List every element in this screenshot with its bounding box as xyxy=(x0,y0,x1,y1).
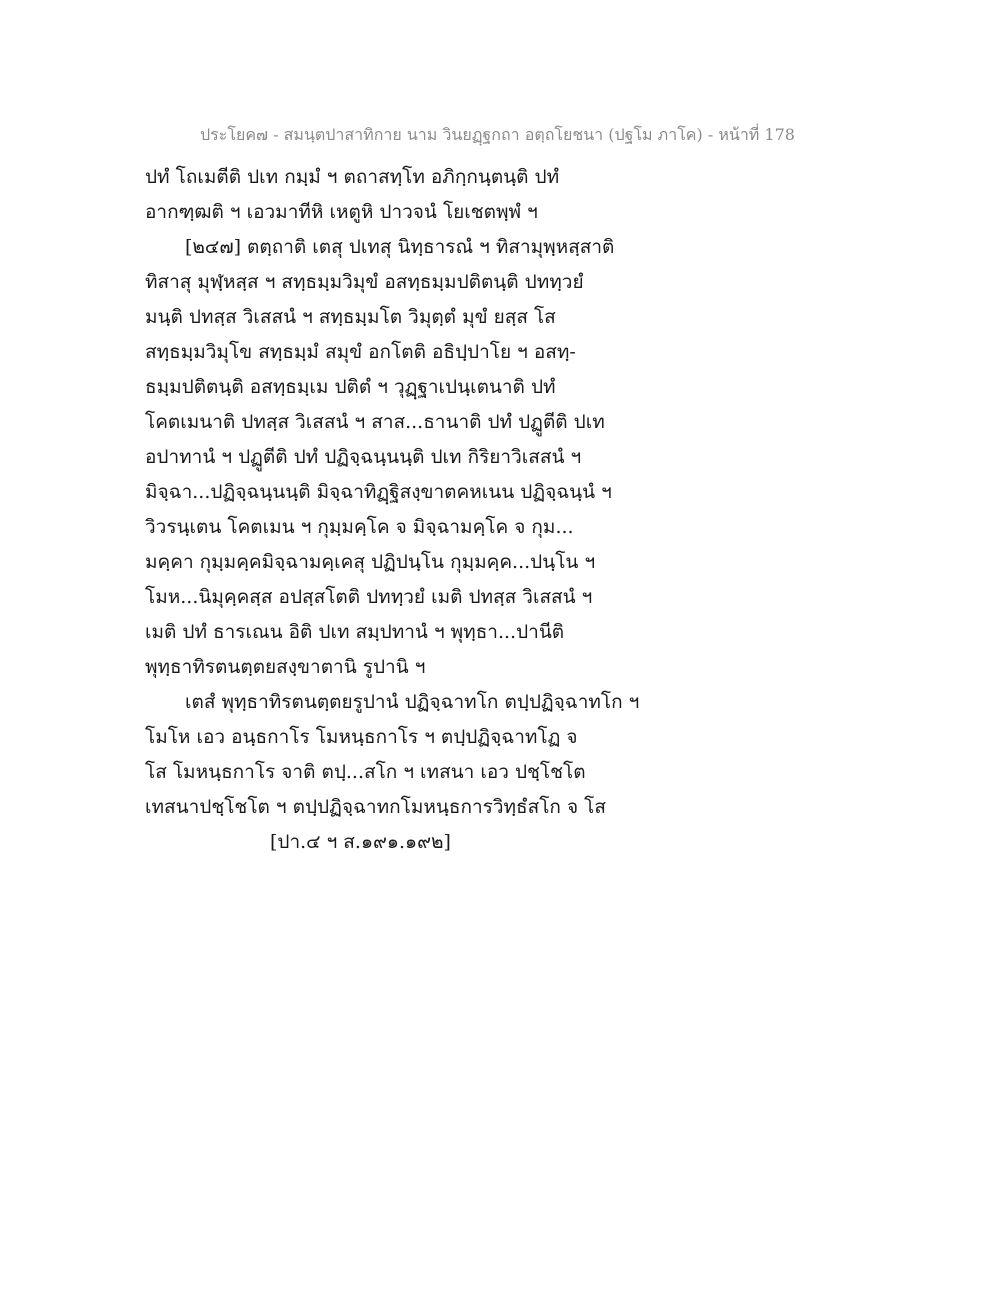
text-line: อากฑฺฒติ ฯ เอวมาทีหิ เหตูหิ ปาวจนํ โยเชตพฺพํ ฯ xyxy=(145,201,538,223)
text-line: มนฺติ ปทสฺส วิเสสนํ ฯ สทฺธมฺมโต วิมุตฺตํ มุขํ ยสฺส โส xyxy=(145,306,556,328)
text-line: โมห...นิมุคฺคสฺส อปสฺสโตติ ปททฺวยํ เมติ ปทสฺส วิเสสนํ ฯ xyxy=(145,586,593,608)
body-text xyxy=(145,160,835,860)
text-line: วิวรนฺเตน โคตเมน ฯ กุมฺมคฺโค จ มิจฺฉามคฺโค จ กุม... xyxy=(145,516,574,538)
running-header: ประโยค๗ - สมนฺตปาสาทิกาย นาม วินยฏฺฐกถา อตฺถโยชนา (ปฐโม ภาโค) - หน้าที่ 178 xyxy=(200,125,795,144)
text-line: เมติ ปทํ ธารเณน อิติ ปเท สมฺปทานํ ฯ พุทฺธา...ปานีติ xyxy=(145,621,565,643)
paragraph-start-line: เตสํ พุทฺธาทิรตนตฺตยรูปานํ ปฏิจฺฉาทโก ตปฺปฏิจฺฉาทโก ฯ xyxy=(185,691,640,713)
text-line: พุทฺธาทิรตนตฺตยสงฺขาตานิ รูปานิ ฯ xyxy=(145,656,426,678)
text-line: ทิสาสุ มุฬฺหสฺส ฯ สทฺธมฺมวิมุขํ อสทฺธมฺมปติตนฺติ ปททฺวยํ xyxy=(145,271,584,293)
text-line: เทสนาปชฺโชโต ฯ ตปฺปฏิจฺฉาทกโมหนฺธการวิทฺธํสโก จ โส xyxy=(145,796,606,818)
text-line: โส โมหนฺธกาโร จาติ ตปฺ...สโก ฯ เทสนา เอว ปชฺโชโต xyxy=(145,761,586,783)
text-line: ปทํ โถเมตีติ ปเท กมฺมํ ฯ ตถาสทฺโท อภิกฺกนฺตนฺติ ปทํ xyxy=(145,166,560,188)
text-line: อปาทานํ ฯ ปฏูตีติ ปทํ ปฏิจฺฉนฺนนฺติ ปเท กิริยาวิเสสนํ ฯ xyxy=(145,446,582,468)
text-line: มคฺคา กุมฺมคฺคมิจฺฉามคฺเคสุ ปฏิปนฺโน กุมฺมคฺค...ปนฺโน ฯ xyxy=(145,551,596,573)
citation-reference: [ปา.๔ ฯ ส.๑๙๑.๑๙๒] xyxy=(270,831,451,853)
text-line: โมโห เอว อนฺธกาโร โมหนฺธกาโร ฯ ตปฺปฏิจฺฉาทโฏ จ xyxy=(145,726,578,748)
text-line: โคตเมนาติ ปทสฺส วิเสสนํ ฯ สาส...ธานาติ ปทํ ปฏูตีติ ปเท xyxy=(145,411,605,433)
text-line: ธมฺมปติตนฺติ อสทฺธมฺเม ปติตํ ฯ วุฏฺฐาเปนฺเตนาติ ปทํ xyxy=(145,376,556,398)
text-line: มิจฺฉา...ปฏิจฺฉนฺนนฺติ มิจฺฉาทิฏฺฐิสงฺขาตคหเนน ปฏิจฺฉนฺนํ ฯ xyxy=(145,481,612,503)
text-line: สทฺธมฺมวิมุโข สทฺธมฺมํ สมุขํ อกโตติ อธิปฺปาโย ฯ อสทฺ- xyxy=(145,341,576,363)
paragraph-start-line: [๒๔๗] ตตฺถาติ เตสุ ปเทสุ นิทฺธารณํ ฯ ทิสามุพฺหสฺสาติ xyxy=(185,236,615,258)
